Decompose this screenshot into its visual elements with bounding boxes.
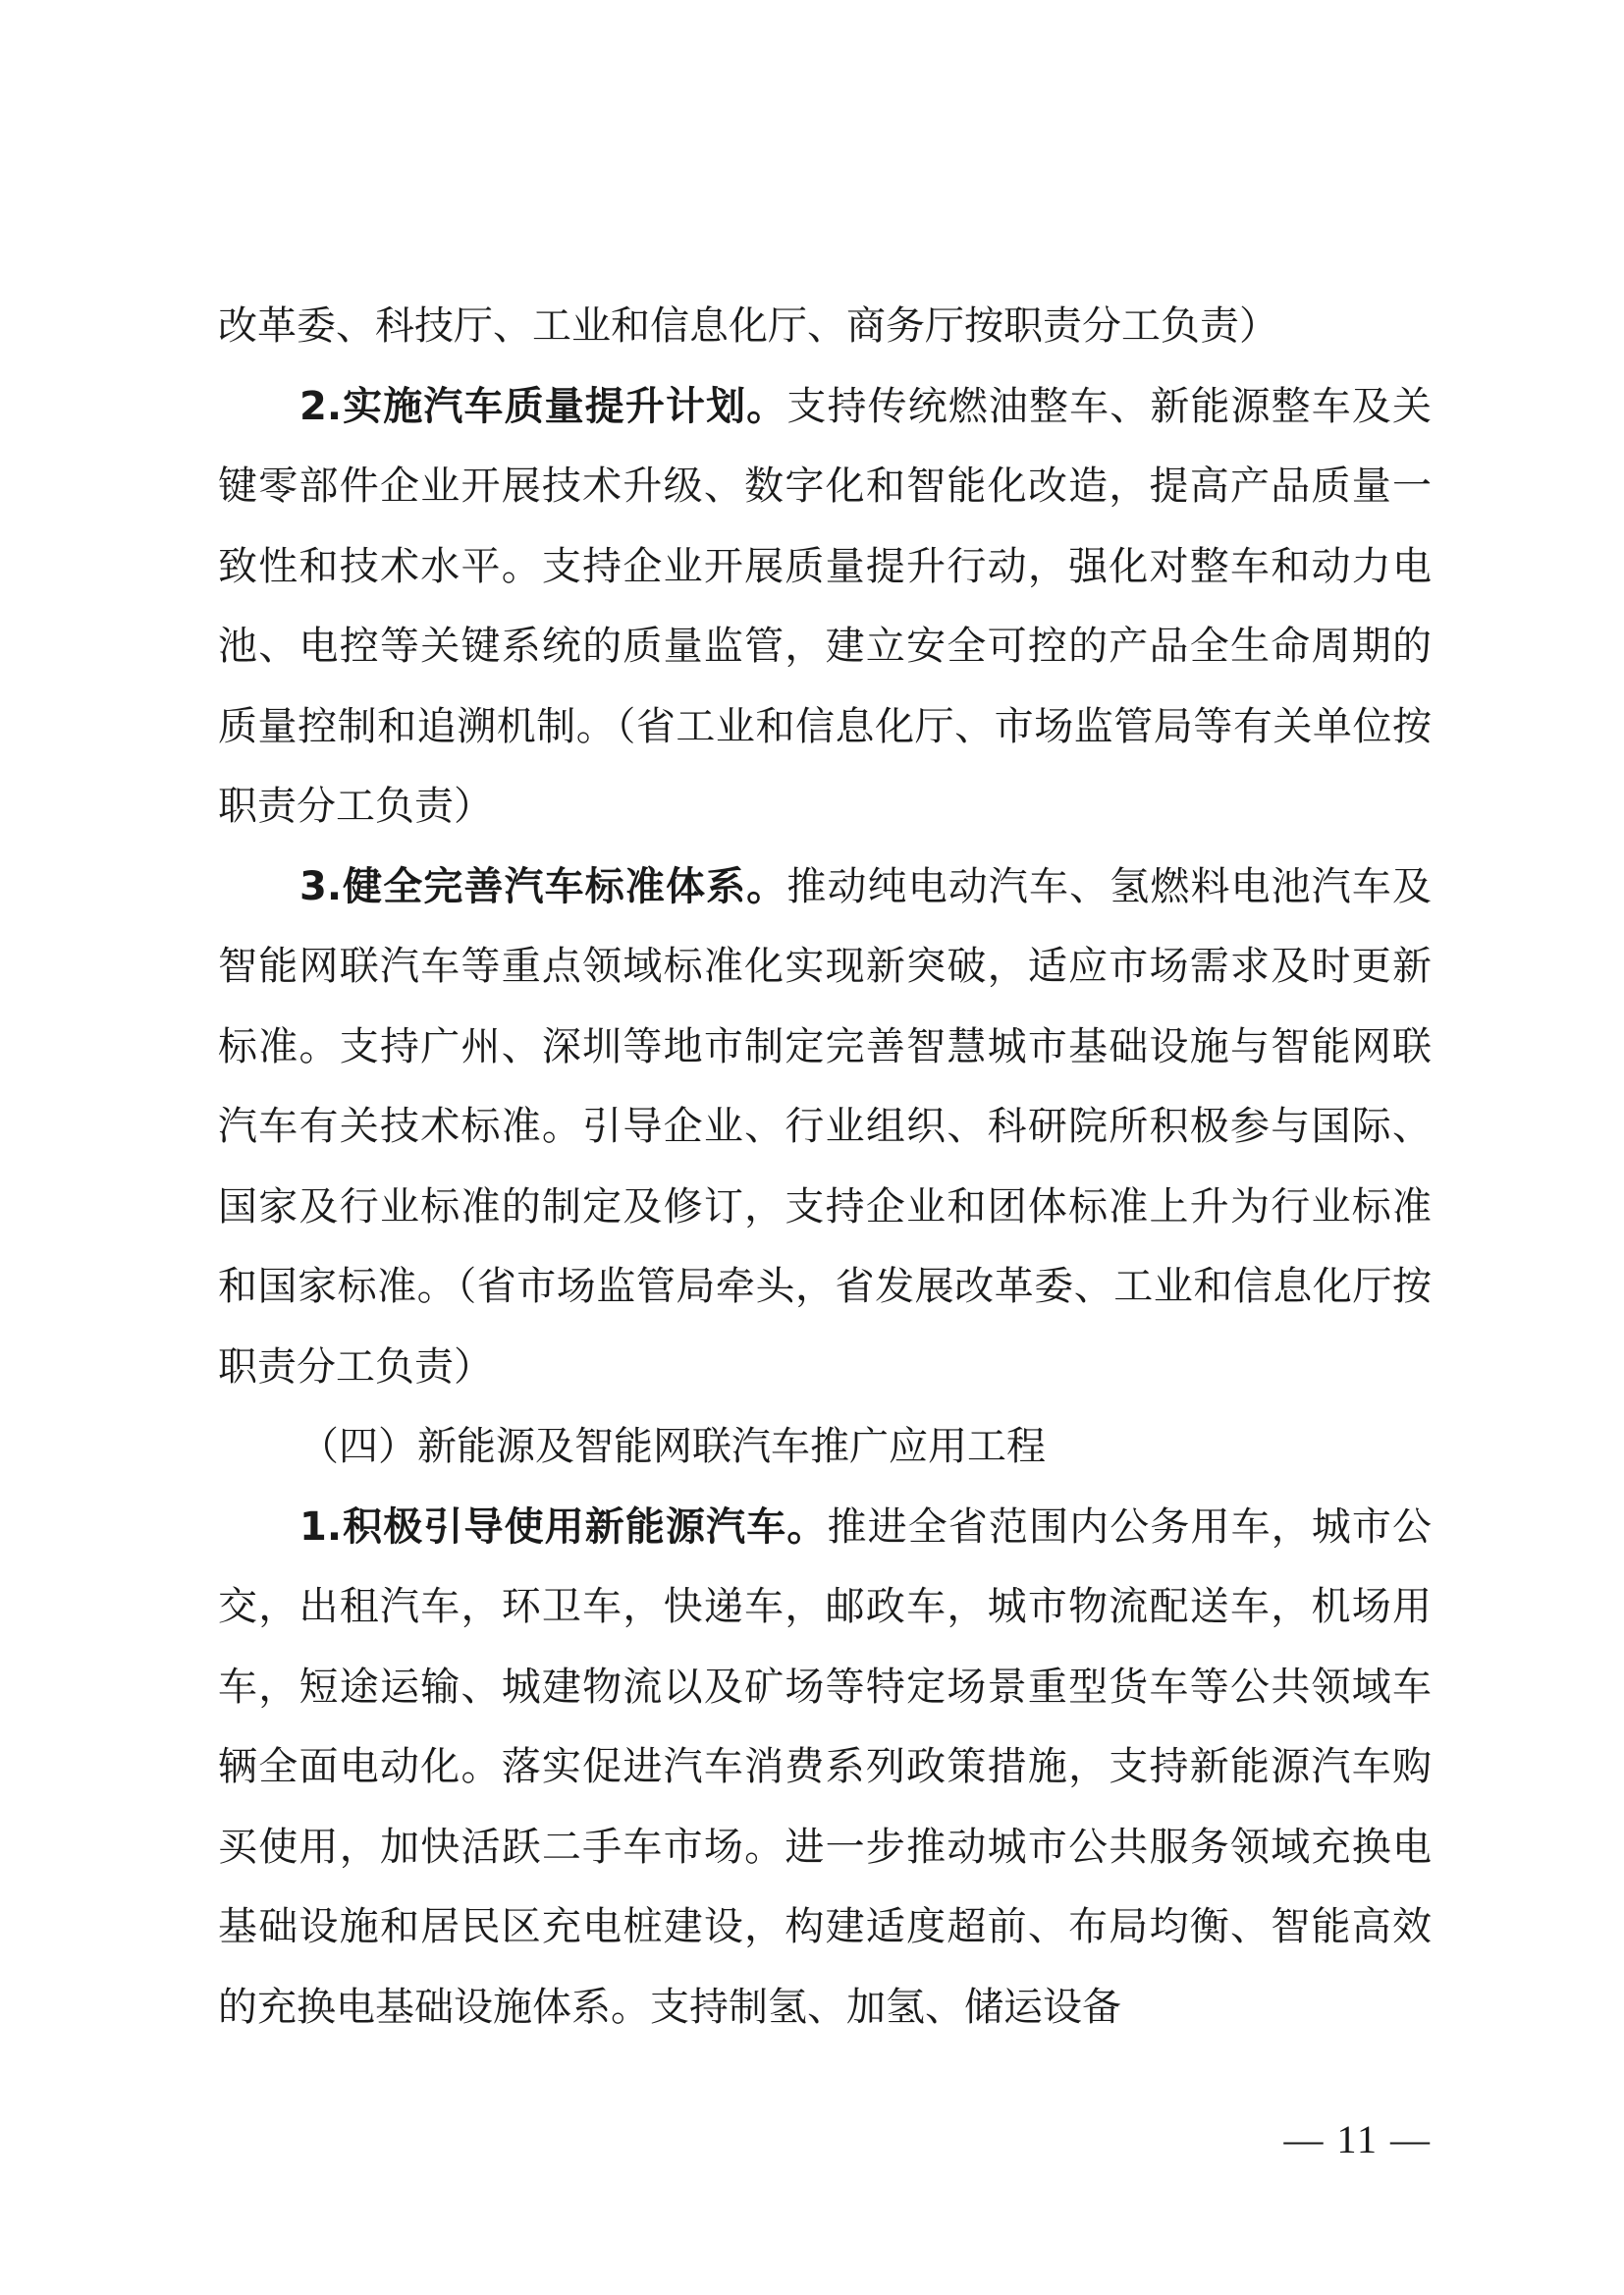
item-paragraph-new-energy: [218, 1488, 1432, 2049]
item-heading: 2.实施汽车质量提升计划。: [299, 383, 787, 429]
item-body: 推动纯电动汽车、氢燃料电池汽车及智能网联汽车等重点领域标准化实现新突破，适应市场需求及时更新标准。支持广州、深圳等地市制定完善智慧城市基础设施与智能网联汽车有关技术标准。引导企业、行业组织、科研院所积极参与国际、国家及行业标准的制定及修订，支持企业和团体标准上升为行业标准和国家标准。（省市场监管局牵头，省发展改革委、工业和信息化厅按职责分工负责）: [218, 863, 1433, 1390]
item-paragraph-quality: [218, 367, 1432, 847]
continuation-paragraph: 改革委、科技厅、工业和信息化厅、商务厅按职责分工负责）: [218, 303, 1278, 349]
item-heading: 1.积极引导使用新能源汽车。: [299, 1503, 828, 1550]
item-paragraph-standards: [218, 847, 1432, 1408]
item-body: 推进全省范围内公务用车，城市公交，出租汽车，环卫车，快递车，邮政车，城市物流配送车，机场用车，短途运输、城建物流以及矿场等特定场景重型货车等公共领域车辆全面电动化。落实促进汽车消费系列政策措施，支持新能源汽车购买使用，加快活跃二手车市场。进一步推动城市公共服务领域充换电基础设施和居民区充电桩建设，构建适度超前、布局均衡、智能高效的充换电基础设施体系。支持制氢、加氢、储运设备: [218, 1503, 1433, 2030]
page-number: — 11 —: [1283, 2117, 1432, 2161]
section-heading: （四）新能源及智能网联汽车推广应用工程: [299, 1424, 1046, 1469]
item-body: 支持传统燃油整车、新能源整车及关键零部件企业开展技术升级、数字化和智能化改造，提高产品质量一致性和技术水平。支持企业开展质量提升行动，强化对整车和动力电池、电控等关键系统的质量监管，建立安全可控的产品全生命周期的质量控制和追溯机制。（省工业和信息化厅、市场监管局等有关单位按职责分工负责）: [218, 383, 1433, 829]
item-heading: 3.健全完善汽车标准体系。: [299, 863, 787, 909]
document-body: [218, 287, 1432, 2048]
